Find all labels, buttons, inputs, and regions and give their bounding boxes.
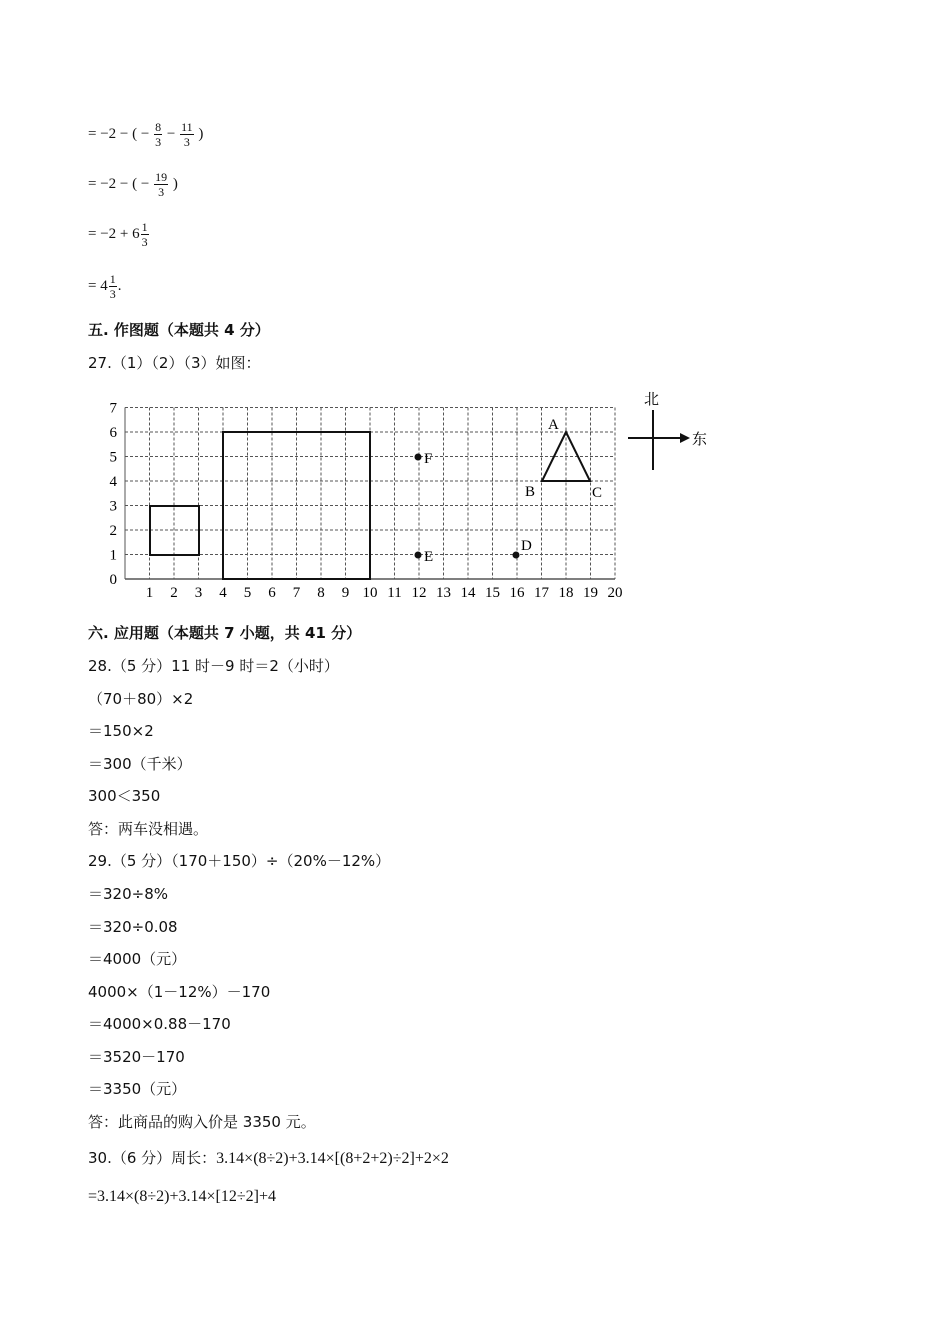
q29-line: ＝3350（元）	[88, 1080, 187, 1098]
x-tick-label: 3	[194, 585, 203, 601]
q28-line: 300＜350	[88, 787, 161, 805]
y-tick-label: 1	[109, 547, 117, 564]
calc-line-1	[88, 120, 203, 149]
q30-label: 30.（6 分）周长：	[88, 1149, 217, 1167]
q30-line-2: =3.14×(8÷2)+3.14×[12÷2]+4	[88, 1188, 276, 1205]
calc-line-2	[88, 170, 178, 199]
y-tick-label: 0	[109, 572, 117, 588]
q29-line: 4000×（1－12%）－170	[88, 983, 271, 1001]
calc-text: = −2 − ( −	[88, 125, 150, 142]
question-27: 27.（1）（2）（3）如图：	[88, 354, 261, 372]
fraction: $\frac{1}{3}$	[109, 272, 116, 301]
x-tick-label: 8	[317, 585, 325, 601]
point-e-label: E	[424, 549, 434, 565]
y-tick-label: 3	[109, 498, 117, 515]
x-tick-label: 17	[534, 585, 549, 601]
fraction: $\frac{11}{3}$	[181, 120, 193, 149]
q29-line: ＝3520－170	[88, 1048, 185, 1066]
x-tick-label: 19	[583, 585, 598, 601]
q28-line: ＝300（千米）	[88, 755, 192, 773]
q29-line: ＝320÷0.08	[88, 918, 178, 936]
x-tick-label: 18	[558, 585, 574, 601]
calc-line-4	[88, 272, 121, 301]
x-tick-label: 6	[268, 585, 276, 601]
point-e-dot	[415, 552, 422, 559]
x-tick-label: 14	[460, 585, 476, 601]
fraction: $\frac{1}{3}$	[141, 220, 148, 249]
y-tick-label: 7	[109, 400, 117, 417]
y-tick-label: 4	[109, 474, 117, 490]
x-tick-label: 16	[509, 585, 525, 601]
q30-expr-1: 3.14×(8÷2)+3.14×[(8+2+2)÷2]+2×2	[216, 1150, 449, 1167]
q29-line: ＝4000×0.88－170	[88, 1015, 231, 1033]
x-tick-label: 9	[341, 585, 350, 601]
y-tick-label: 5	[109, 449, 117, 466]
q28-line: 28.（5 分）11 时－9 时＝2（小时）	[88, 657, 339, 675]
q29-answer: 答：此商品的购入价是 3350 元。	[88, 1113, 316, 1131]
x-tick-label: 15	[485, 585, 500, 601]
calc-text: )	[198, 125, 204, 142]
point-f-dot	[415, 454, 422, 461]
compass-east-label: 东	[692, 432, 708, 448]
point-f-label: F	[424, 451, 433, 467]
calc-text: = 4	[88, 277, 108, 294]
y-tick-label: 2	[109, 523, 117, 539]
point-d-dot	[513, 552, 520, 559]
y-tick-label: 6	[109, 425, 117, 441]
compass	[628, 391, 707, 470]
x-tick-label: 4	[219, 585, 227, 601]
section-6-title: 六. 应用题（本题共 7 小题，共 41 分）	[88, 624, 362, 642]
q29-line: ＝4000（元）	[88, 950, 187, 968]
grid-figure	[100, 388, 720, 608]
x-tick-label: 13	[436, 585, 451, 601]
point-d-label: D	[521, 538, 532, 554]
calc-text: −	[166, 125, 176, 142]
q28-line: （70＋80）×2	[88, 690, 194, 708]
q29-line: 29.（5 分）（170＋150）÷（20%－12%）	[88, 852, 391, 870]
q29-line: ＝320÷8%	[88, 885, 168, 903]
x-tick-label: 5	[243, 585, 252, 601]
x-tick-label: 12	[411, 585, 427, 601]
x-tick-label: 20	[607, 585, 623, 601]
point-a-label: A	[548, 417, 559, 433]
fraction: $\frac{8}{3}$	[155, 120, 162, 149]
point-c-label: C	[592, 485, 603, 501]
calc-text: = −2 + 6	[88, 225, 140, 242]
calc-text: )	[172, 175, 178, 192]
compass-north-label: 北	[644, 392, 660, 408]
calc-line-3	[88, 220, 150, 249]
x-tick-label: 7	[292, 585, 301, 601]
section-5-title: 五. 作图题（本题共 4 分）	[88, 321, 270, 339]
q28-answer: 答：两车没相遇。	[88, 820, 209, 838]
q30-line-1	[88, 1148, 449, 1169]
x-tick-label: 11	[387, 585, 402, 601]
axis-labels	[110, 401, 623, 602]
x-tick-label: 10	[362, 585, 378, 601]
calc-text: .	[117, 277, 122, 294]
x-tick-label: 1	[145, 585, 154, 601]
fraction: $\frac{19}{3}$	[155, 170, 168, 199]
x-tick-label: 2	[170, 585, 178, 601]
point-b-label: B	[525, 484, 536, 500]
q28-line: ＝150×2	[88, 722, 154, 740]
calc-text: = −2 − ( −	[88, 175, 150, 192]
